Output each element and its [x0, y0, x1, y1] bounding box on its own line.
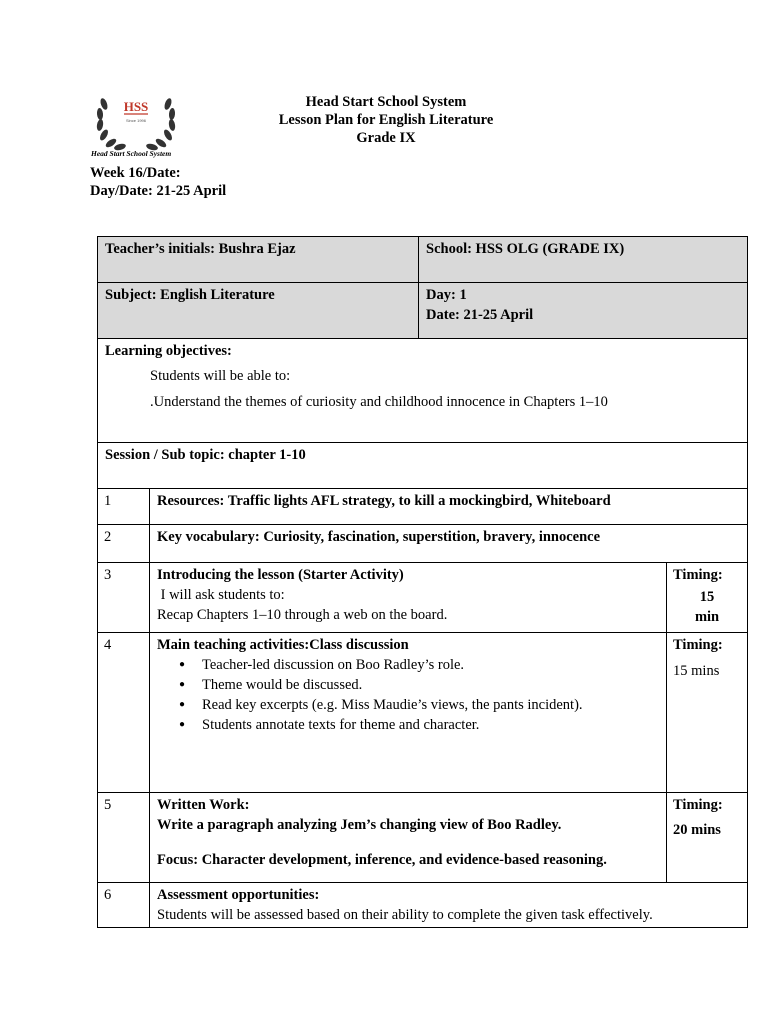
date-value: Date: 21-25 April — [426, 307, 534, 323]
objective-item: .Understand the themes of curiosity and childhood innocence in Chapters 1–10 — [150, 394, 608, 410]
written-timing-cell — [667, 793, 748, 883]
main-timing-cell — [667, 633, 748, 793]
timing-unit: min — [694, 609, 720, 625]
day-date-label: Day/Date: 21-25 April — [90, 183, 227, 199]
session-cell: Session / Sub topic: chapter 1-10 — [98, 443, 748, 489]
row-4 — [98, 633, 748, 793]
activities-list — [157, 655, 659, 735]
assessment-cell — [150, 883, 748, 928]
row-number: 5 — [98, 793, 150, 883]
teacher-initials: Teacher’s initials: Bushra Ejaz — [98, 237, 419, 283]
starter-heading: Introducing the lesson (Starter Activity) — [157, 567, 404, 583]
objectives-row — [98, 339, 748, 443]
resources-cell: Resources: Traffic lights AFL strategy, to kill a mockingbird, Whiteboard — [150, 489, 748, 525]
info-row-1 — [98, 237, 748, 283]
row-3 — [98, 563, 748, 633]
school-name: Head Start School System — [305, 94, 467, 110]
written-work-task: Write a paragraph analyzing Jem’s changing view of Boo Radley. — [157, 817, 562, 833]
timing-value: 15 — [699, 589, 715, 605]
week-label: Week 16/Date: — [90, 165, 181, 181]
written-work-heading: Written Work: — [157, 797, 250, 813]
row-number: 6 — [98, 883, 150, 928]
list-item: ● Read key excerpts (e.g. Miss Maudie’s views, the pants incident). — [202, 695, 659, 715]
timing-label: Timing: — [673, 637, 723, 653]
objectives-intro: Students will be able to: — [150, 368, 291, 384]
assessment-heading: Assessment opportunities: — [157, 887, 320, 903]
row-1 — [98, 489, 748, 525]
row-5 — [98, 793, 748, 883]
grade-label: Grade IX — [356, 130, 416, 146]
timing-label: Timing: — [673, 797, 723, 813]
assessment-text: Students will be assessed based on their ability to complete the given task effectively. — [157, 907, 653, 923]
starter-line-2: Recap Chapters 1–10 through a web on the board. — [157, 607, 448, 623]
vocabulary-cell: Key vocabulary: Curiosity, fascination, superstition, bravery, innocence — [150, 525, 748, 563]
timing-value: 15 mins — [673, 663, 720, 679]
list-item: ● Theme would be discussed. — [202, 675, 659, 695]
school-cell: School: HSS OLG (GRADE IX) — [419, 237, 748, 283]
objectives-heading: Learning objectives: — [105, 343, 232, 359]
row-number: 4 — [98, 633, 150, 793]
list-item: ● Teacher-led discussion on Boo Radley’s role. — [202, 655, 659, 675]
written-work-cell — [150, 793, 667, 883]
lesson-plan-table — [97, 236, 748, 928]
timing-value: 20 mins — [673, 822, 721, 838]
starter-line-1: I will ask students to: — [157, 587, 285, 603]
svg-text:HSS: HSS — [123, 99, 149, 114]
row-number: 1 — [98, 489, 150, 525]
row-number: 2 — [98, 525, 150, 563]
row-6 — [98, 883, 748, 928]
day-date-cell — [419, 283, 748, 339]
subject-cell: Subject: English Literature — [98, 283, 419, 339]
svg-text:Since 1996: Since 1996 — [125, 118, 147, 123]
info-row-2 — [98, 283, 748, 339]
starter-activity-cell — [150, 563, 667, 633]
page-title: Lesson Plan for English Literature — [278, 112, 494, 128]
session-row — [98, 443, 748, 489]
row-2 — [98, 525, 748, 563]
written-work-focus: Focus: Character development, inference, and evidence-based reasoning. — [157, 852, 607, 868]
list-item: ● Students annotate texts for theme and character. — [202, 715, 659, 735]
row-number: 3 — [98, 563, 150, 633]
main-activities-heading: Main teaching activities:Class discussion — [157, 637, 409, 653]
starter-timing-cell — [667, 563, 748, 633]
objectives-cell — [98, 339, 748, 443]
day-value: Day: 1 — [426, 287, 467, 303]
logo-tagline: Head Start School System — [91, 149, 172, 158]
timing-label: Timing: — [673, 567, 723, 583]
main-activities-cell — [150, 633, 667, 793]
